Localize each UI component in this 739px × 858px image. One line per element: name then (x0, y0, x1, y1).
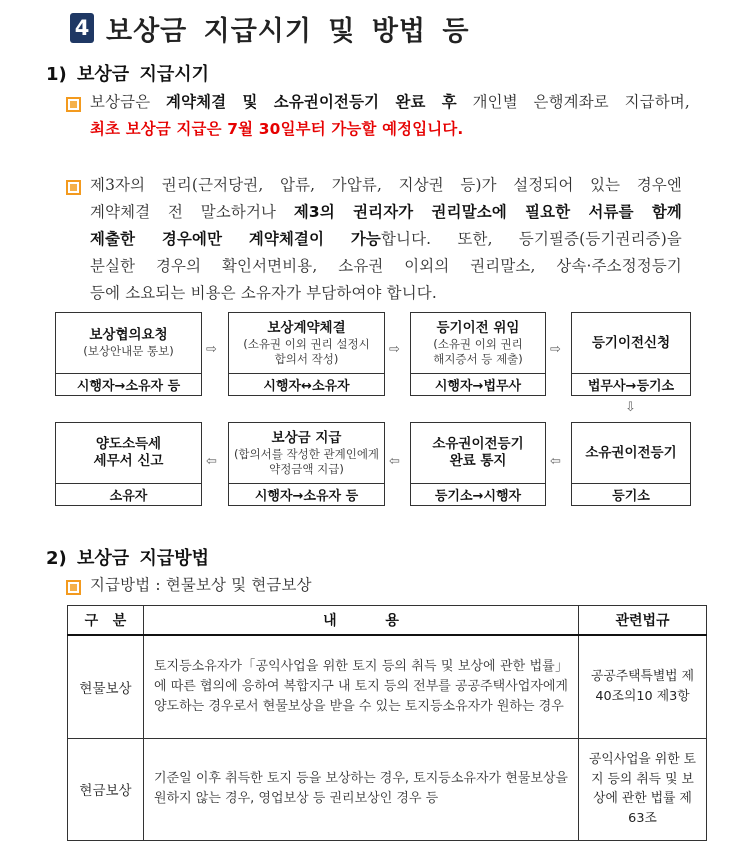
table-header-category: 구 분 (68, 606, 144, 636)
square-bullet-icon (66, 97, 81, 112)
method-bullet: 지급방법 : 현물보상 및 현금보상 (90, 576, 312, 594)
timing-paragraph-2: 제3자의 권리(근저당권, 압류, 가압류, 지상권 등)가 설정되어 있는 경우엔 계약체결 전 말소하거나 제3의 권리자가 권리말소에 필요한 서류를 함께 제출한 경우에만 계약체결이 가능합니다. 또한, 등기필증(등기권리증)을 분실한 경우의 확인서면비용, 소유권 이외의 권리말소, 상속·주소정정등기 등에 소요되는 비용은 소유자가 부담하여야 합니다. (90, 176, 683, 302)
flow-step-compensation-request: 보상협의요청 (보상안내문 통보) 시행자→소유자 등 (55, 312, 202, 396)
table-header-content: 내 용 (144, 606, 579, 636)
section-heading (70, 10, 470, 46)
section-title: 보상금 지급시기 및 방법 등 (106, 15, 470, 47)
flow-arrow-right-icon: ⇨ (550, 342, 561, 357)
flow-arrow-right-icon: ⇨ (206, 342, 217, 357)
table-cell-category: 현물보상 (68, 635, 144, 738)
timing-heading: 1) 보상금 지급시기 (46, 64, 209, 85)
table-cell-content: 토지등소유자가「공익사업을 위한 토지 등의 취득 및 보상에 관한 법률」에 따른 협의에 응하여 복합지구 내 토지 등의 전부를 공공주택사업자에게 양도하는 경우로서 현물보상을 받을 수 있는 토지등소유자가 원하는 경우 (144, 635, 579, 738)
table-cell-content: 기준일 이후 취득한 토지 등을 보상하는 경우, 토지등소유자가 현물보상을 원하지 않는 경우, 영업보상 등 권리보상인 경우 등 (144, 738, 579, 840)
payment-start-notice: 최초 보상금 지급은 7월 30일부터 가능할 예정입니다. (90, 120, 464, 138)
square-bullet-icon (66, 580, 81, 595)
table-cell-category: 현금보상 (68, 738, 144, 840)
compensation-method-table (67, 605, 707, 841)
timing-paragraph-1: 보상금은 계약체결 및 소유권이전등기 완료 후 개인별 은행계좌로 지급하며, 최초 보상금 지급은 7월 30일부터 가능할 예정입니다. (90, 93, 690, 138)
flow-step-contract: 보상계약체결 (소유권 이외 권리 설정시 합의서 작성) 시행자↔소유자 (228, 312, 385, 396)
table-row (68, 635, 707, 738)
flow-arrow-left-icon: ⇦ (206, 454, 217, 469)
section-number-badge: 4 (70, 13, 94, 43)
flow-step-tax-report: 양도소득세 세무서 신고 소유자 (55, 422, 202, 506)
flow-arrow-left-icon: ⇦ (550, 454, 561, 469)
method-heading: 2) 보상금 지급방법 (46, 548, 209, 569)
flow-step-registration-application: 등기이전신청 법무사→등기소 (571, 312, 691, 396)
flow-arrow-right-icon: ⇨ (389, 342, 400, 357)
table-header-law: 관련법규 (579, 606, 707, 636)
square-bullet-icon (66, 180, 81, 195)
flow-step-registration-delegation: 등기이전 위임 (소유권 이외 권리 해지증서 등 제출) 시행자→법무사 (410, 312, 546, 396)
flow-step-completion-notice: 소유권이전등기 완료 통지 등기소→시행자 (410, 422, 546, 506)
flow-arrow-left-icon: ⇦ (389, 454, 400, 469)
table-cell-law: 공공주택특별법 제40조의10 제3항 (579, 635, 707, 738)
flow-arrow-down-icon: ⇩ (625, 400, 636, 415)
flow-step-ownership-transfer: 소유권이전등기 등기소 (571, 422, 691, 506)
table-cell-law: 공익사업을 위한 토지 등의 취득 및 보상에 관한 법률 제63조 (579, 738, 707, 840)
flow-step-payment: 보상금 지급 (합의서를 작성한 관계인에게 약정금액 지급) 시행자→소유자 등 (228, 422, 385, 506)
table-row (68, 738, 707, 840)
